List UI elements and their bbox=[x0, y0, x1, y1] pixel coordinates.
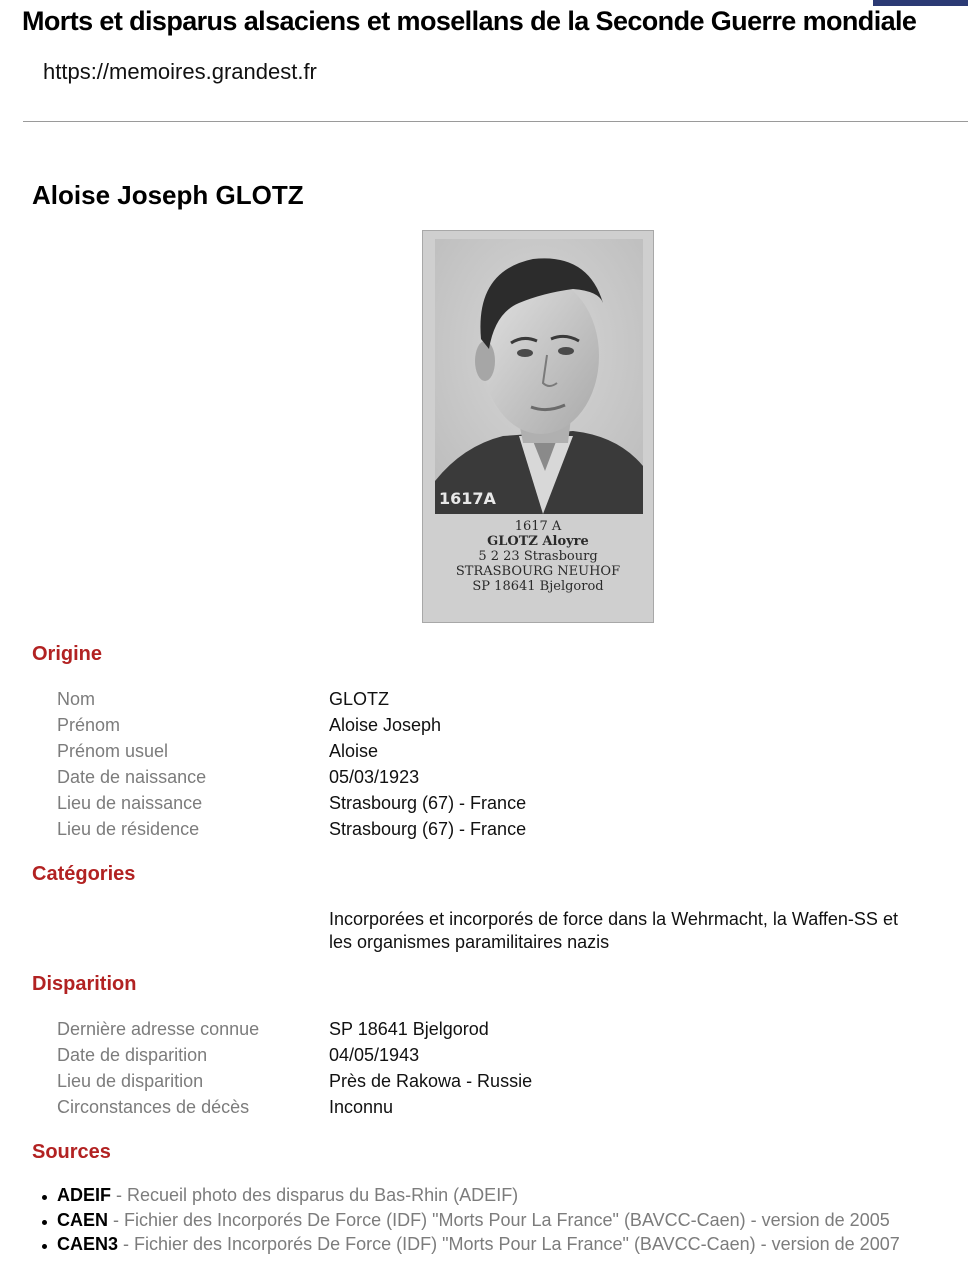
source-item bbox=[40, 1208, 900, 1233]
source-item bbox=[40, 1232, 900, 1257]
field-label-prenom: Prénom bbox=[57, 715, 121, 735]
header-divider bbox=[23, 121, 968, 122]
photo-caption-line: STRASBOURG NEUHOF bbox=[455, 564, 621, 579]
field-value-lieu-residence: Strasbourg (67) - France bbox=[329, 819, 527, 839]
site-url-link[interactable]: https://memoires.grandest.fr bbox=[43, 59, 317, 84]
field-value-prenom-usuel: Aloise bbox=[329, 741, 379, 761]
section-heading-origine: Origine bbox=[32, 643, 103, 665]
field-label-prenom-usuel: Prénom usuel bbox=[57, 741, 169, 761]
field-label-date-naissance: Date de naissance bbox=[57, 767, 207, 787]
field-value-date-naissance: 05/03/1923 bbox=[329, 767, 420, 787]
photo-caption-line: SP 18641 Bjelgorod bbox=[472, 579, 604, 594]
source-item bbox=[40, 1183, 900, 1208]
source-code: CAEN bbox=[57, 1209, 109, 1230]
field-value-nom: GLOTZ bbox=[329, 689, 390, 709]
field-value-lieu-naissance: Strasbourg (67) - France bbox=[329, 793, 527, 813]
source-code: CAEN3 bbox=[57, 1234, 119, 1254]
field-label-lieu-residence: Lieu de résidence bbox=[57, 819, 200, 839]
section-heading-categories: Catégories bbox=[32, 863, 136, 885]
sources-list bbox=[40, 1183, 900, 1257]
field-label-nom: Nom bbox=[57, 689, 96, 709]
site-title: Morts et disparus alsaciens et mosellans de la Seconde Guerre mondiale bbox=[22, 6, 917, 36]
category-value: Incorporées et incorporés de force dans la Wehrmacht, la Waffen-SS et les organismes paramilitaires nazis bbox=[329, 909, 898, 952]
field-value-date-disparition: 04/05/1943 bbox=[329, 1045, 420, 1065]
field-label-derniere-adresse: Dernière adresse connue bbox=[57, 1019, 260, 1039]
field-value-lieu-disparition: Près de Rakowa - Russie bbox=[329, 1071, 533, 1091]
photo-caption-line: 5 2 23 Strasbourg bbox=[478, 549, 598, 564]
photo-caption-line: 1617 A bbox=[514, 519, 562, 534]
field-label-circonstances: Circonstances de décès bbox=[57, 1097, 250, 1117]
person-photo bbox=[422, 230, 654, 623]
field-value-circonstances: Inconnu bbox=[329, 1097, 394, 1117]
source-code: ADEIF bbox=[57, 1185, 111, 1205]
source-description: - Recueil photo des disparus du Bas-Rhin (ADEIF) bbox=[111, 1185, 519, 1205]
field-label-lieu-disparition: Lieu de disparition bbox=[57, 1071, 204, 1091]
photo-caption bbox=[423, 519, 653, 594]
section-heading-disparition: Disparition bbox=[32, 973, 137, 995]
section-heading-sources: Sources bbox=[32, 1141, 111, 1163]
field-label-date-disparition: Date de disparition bbox=[57, 1045, 208, 1065]
source-description: - Fichier des Incorporés De Force (IDF) "Morts Pour La France" (BAVCC-Caen) - version de 2007 bbox=[118, 1234, 900, 1254]
photo-tag: 1617A bbox=[439, 489, 496, 508]
field-label-lieu-naissance: Lieu de naissance bbox=[57, 793, 203, 813]
person-name: Aloise Joseph GLOTZ bbox=[32, 180, 304, 210]
field-value-derniere-adresse: SP 18641 Bjelgorod bbox=[329, 1019, 489, 1039]
source-description: - Fichier des Incorporés De Force (IDF) "Morts Pour La France" (BAVCC-Caen) - version de 2005 bbox=[108, 1209, 890, 1230]
field-value-prenom: Aloise Joseph bbox=[329, 715, 442, 735]
photo-caption-line: GLOTZ Aloyre bbox=[487, 534, 589, 549]
